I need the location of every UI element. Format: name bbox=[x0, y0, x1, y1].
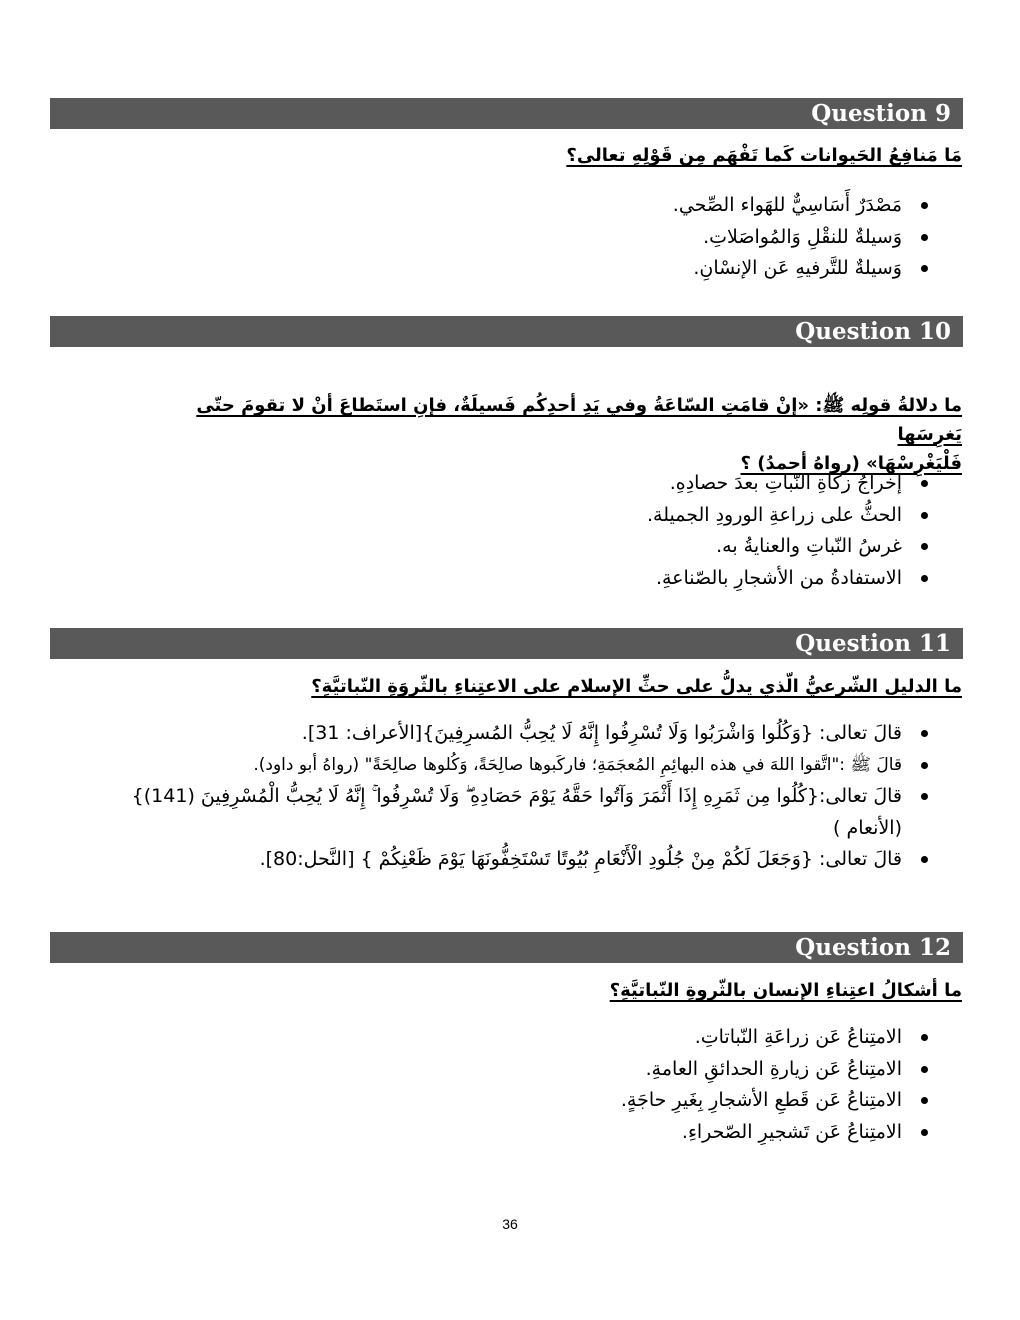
list-item: قالَ تعالى: {وَجَعَلَ لَكُمْ مِنْ جُلُودِ الْأَنْعَامِ بُيُوتًا تَسْتَخِفُّونَهَا يَوْمَ ظَعْنِكُمْ } [النَّحل:80]. bbox=[100, 844, 960, 876]
question-9-header: Question 9 bbox=[50, 98, 963, 129]
question-11-text-line: ما الدليل الشّرعيُّ الّذي يدلُّ على حثِّ الإسلام على الاعتِناءِ بالثّروَةِ النّباتيَّةِ؟ bbox=[311, 676, 962, 697]
question-10-header: Question 10 bbox=[50, 316, 963, 347]
list-item: إخراجُ زكاةِ النّباتِ بعدَ حصادِهِ. bbox=[647, 468, 960, 500]
list-item: قالَ تعالى: {وَكُلُوا وَاشْرَبُوا وَلَا تُسْرِفُوا إِنَّهُ لَا يُحِبُّ المُسرِفِينَ}[الأعراف: 31]. bbox=[100, 718, 960, 750]
list-item: وَسيلةٌ للنقْلِ وَالمُواصَلاتِ. bbox=[673, 222, 960, 254]
list-item: غرسُ النّباتِ والعنايةُ به. bbox=[647, 531, 960, 563]
question-9-text bbox=[566, 141, 962, 170]
question-9-options bbox=[673, 190, 960, 285]
question-9-text-line: مَا مَنافِعُ الحَيوانات كَما تَفْهَم مِن قَوْلِهِ تعالى؟ bbox=[566, 145, 962, 166]
list-item: الامتِناعُ عَن تَشجيرِ الصّحراءِ. bbox=[621, 1117, 960, 1149]
question-10-options bbox=[647, 468, 960, 594]
list-item: الاستفادةُ من الأشجارِ بالصّناعةِ. bbox=[647, 563, 960, 595]
question-12-header: Question 12 bbox=[50, 932, 963, 963]
list-item: قالَ ﷺ :"اتَّقوا اللهَ في هذه البهائِمِ المُعجَمَةِ؛ فاركَبوها صالِحَةً، وَكُلوها صالِحَةً" (رواهُ أبو داود). bbox=[100, 750, 960, 782]
question-10-text-line-2: فَلْيَغْرِسْهَا» (رواهُ أحمدُ) ؟ bbox=[740, 453, 962, 474]
question-10-text bbox=[154, 391, 962, 478]
question-11-options bbox=[100, 718, 960, 876]
question-12-text bbox=[610, 976, 962, 1005]
list-item: الامتِناعُ عَن زراعَةِ النّباتاتِ. bbox=[621, 1022, 960, 1054]
list-item: مَصْدَرٌ أَسَاسِيٌّ للهَواء الصِّحي. bbox=[673, 190, 960, 222]
page-number: 36 bbox=[502, 1216, 518, 1232]
question-11-header: Question 11 bbox=[50, 628, 963, 659]
question-12-options bbox=[621, 1022, 960, 1148]
question-12-text-line: ما أشكالُ اعتِناءِ الإنسان بالثّروةِ النّباتيَّةِ؟ bbox=[609, 980, 962, 1001]
list-item: الامتِناعُ عَن زيارةِ الحدائقِ العامةِ. bbox=[621, 1054, 960, 1086]
question-10-text-line-1: ما دلالةُ قولِه ﷺ: «إنْ قامَتِ السّاعَةُ وفي يَدِ أحدِكُم فَسيلَةٌ، فإنِ استَطاعَ أنْ لا تقومَ حتّى يَغرِسَها bbox=[196, 395, 962, 445]
list-item: الحثُّ على زراعةِ الورودِ الجميلة. bbox=[647, 500, 960, 532]
list-item: وَسيلةٌ للتَّرفيهِ عَن الإنسْانِ. bbox=[673, 253, 960, 285]
list-item: قالَ تعالى:{كُلُوا مِن ثَمَرِهِ إِذَا أَثْمَرَ وَآتُوا حَقَّهُ يَوْمَ حَصَادِهِ ۖ وَلَا تُسْرِفُوا ۚ إِنَّهُ لَا يُحِبُّ الْمُسْرِفِينَ (141)} (الأنعام ) bbox=[100, 781, 960, 844]
question-11-text bbox=[311, 672, 962, 701]
list-item: الامتِناعُ عَن قَطعِ الأشجارِ بِغَيرِ حاجَةٍ. bbox=[621, 1085, 960, 1117]
